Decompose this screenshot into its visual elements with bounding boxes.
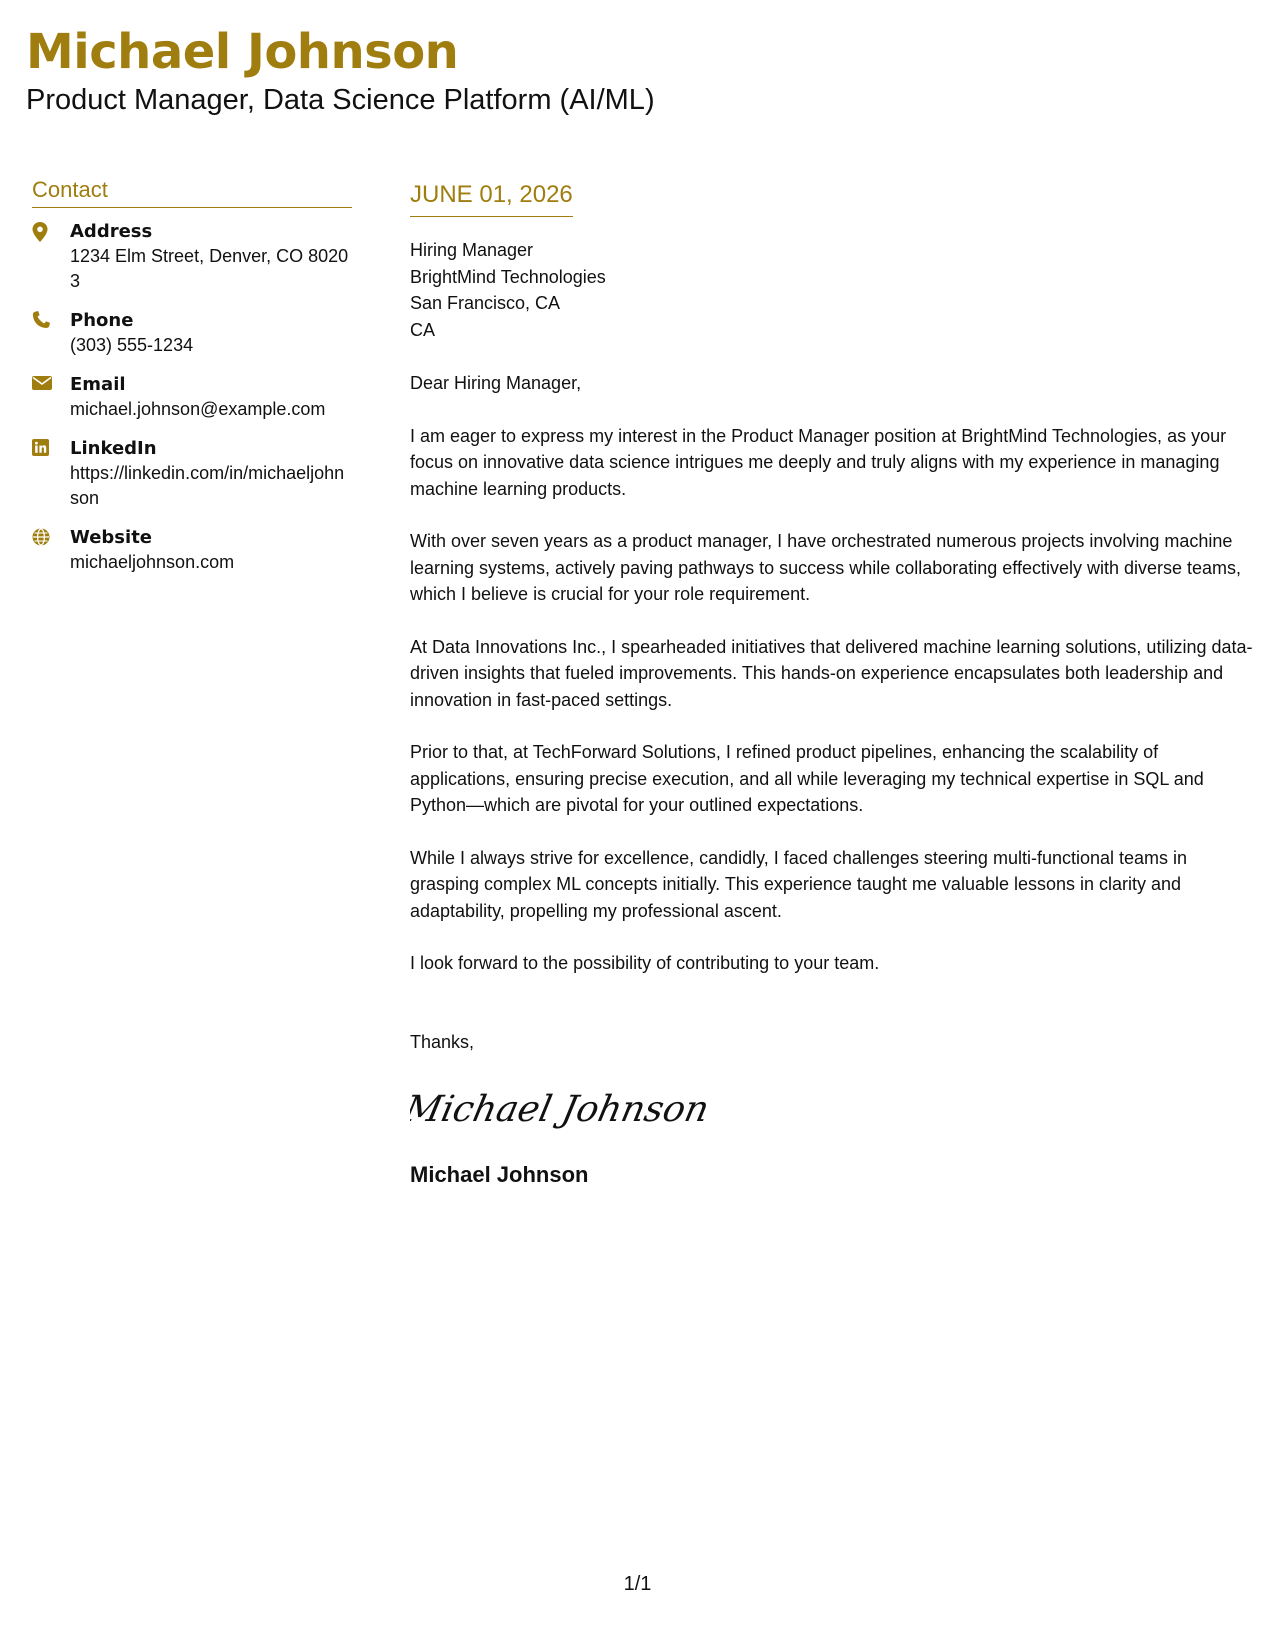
contact-label: Address [70,221,153,242]
contact-item-address [32,220,352,294]
body-paragraph: I look forward to the possibility of contributing to your team. [410,953,880,973]
contact-label: LinkedIn [70,438,157,459]
website-value[interactable]: michaeljohnson.com [70,552,235,572]
contact-label: Email [70,374,126,395]
applicant-title: Product Manager, Data Science Platform (AI/ML) [26,84,655,116]
signer-name: Michael Johnson [410,1162,589,1187]
body-paragraph: Prior to that, at TechForward Solutions, I refined product pipelines, enhancing the scalability of applications, ensuring precise execution, and all while leveraging my technical expertise in SQL and Python—which are pivotal for your outlined expectations. [410,742,1204,815]
body-paragraph: I am eager to express my interest in the Product Manager position at BrightMind Technologies, as your focus on innovative data science intrigues me deeply and truly aligns with my experience in managing machine learning products. [410,425,1227,499]
recipient-line: Hiring Manager [410,240,534,260]
phone-icon [32,309,70,358]
letter-header [26,22,655,118]
contact-item-website [32,526,352,575]
contact-item-linkedin [32,437,352,511]
body-paragraph: At Data Innovations Inc., I spearheaded initiatives that delivered machine learning solutions, utilizing data-driven insights that fueled improvements. This hands-on experience encapsulates both leadership and innovation in fast-paced settings. [410,636,1253,710]
address-value: 1234 Elm Street, Denver, CO 80203 [70,246,349,291]
recipient-line: San Francisco, CA [410,293,561,313]
letter-date: JUNE 01, 2026 [410,180,573,217]
recipient-line: CA [410,319,436,340]
signature-image [410,1077,1255,1137]
contact-item-phone [32,309,352,358]
contact-item-email [32,373,352,422]
linkedin-value[interactable]: https://linkedin.com/in/michaeljohnson [70,463,345,508]
body-paragraph: While I always strive for excellence, candidly, I faced challenges steering multi-functional teams in grasping complex ML concepts initially. This experience taught me valuable lessons in clarity and adaptability, propelling my professional ascent. [410,847,1188,921]
contact-label: Phone [70,310,134,331]
body-paragraph: With over seven years as a product manager, I have orchestrated numerous projects involving machine learning systems, actively paving pathways to success while collaborating effectively with diverse teams, which I believe is crucial for your role requirement. [410,531,1242,604]
signature-text: Michael Johnson [410,1087,710,1130]
contact-heading: Contact [32,177,352,208]
recipient-block [410,237,1255,343]
map-pin-icon [32,220,70,294]
envelope-icon [32,373,70,422]
letter-body [410,180,1255,1189]
contact-sidebar [32,177,352,590]
recipient-line: BrightMind Technologies [410,266,606,287]
phone-value[interactable]: (303) 555-1234 [70,335,194,355]
email-value[interactable]: michael.johnson@example.com [70,399,326,419]
contact-label: Website [70,527,153,548]
salutation: Dear Hiring Manager, [410,373,582,393]
linkedin-icon [32,437,70,511]
applicant-name: Michael Johnson [26,24,459,80]
closing: Thanks, [410,1031,475,1052]
globe-icon [32,526,70,575]
page-number: 1/1 [623,1573,652,1595]
